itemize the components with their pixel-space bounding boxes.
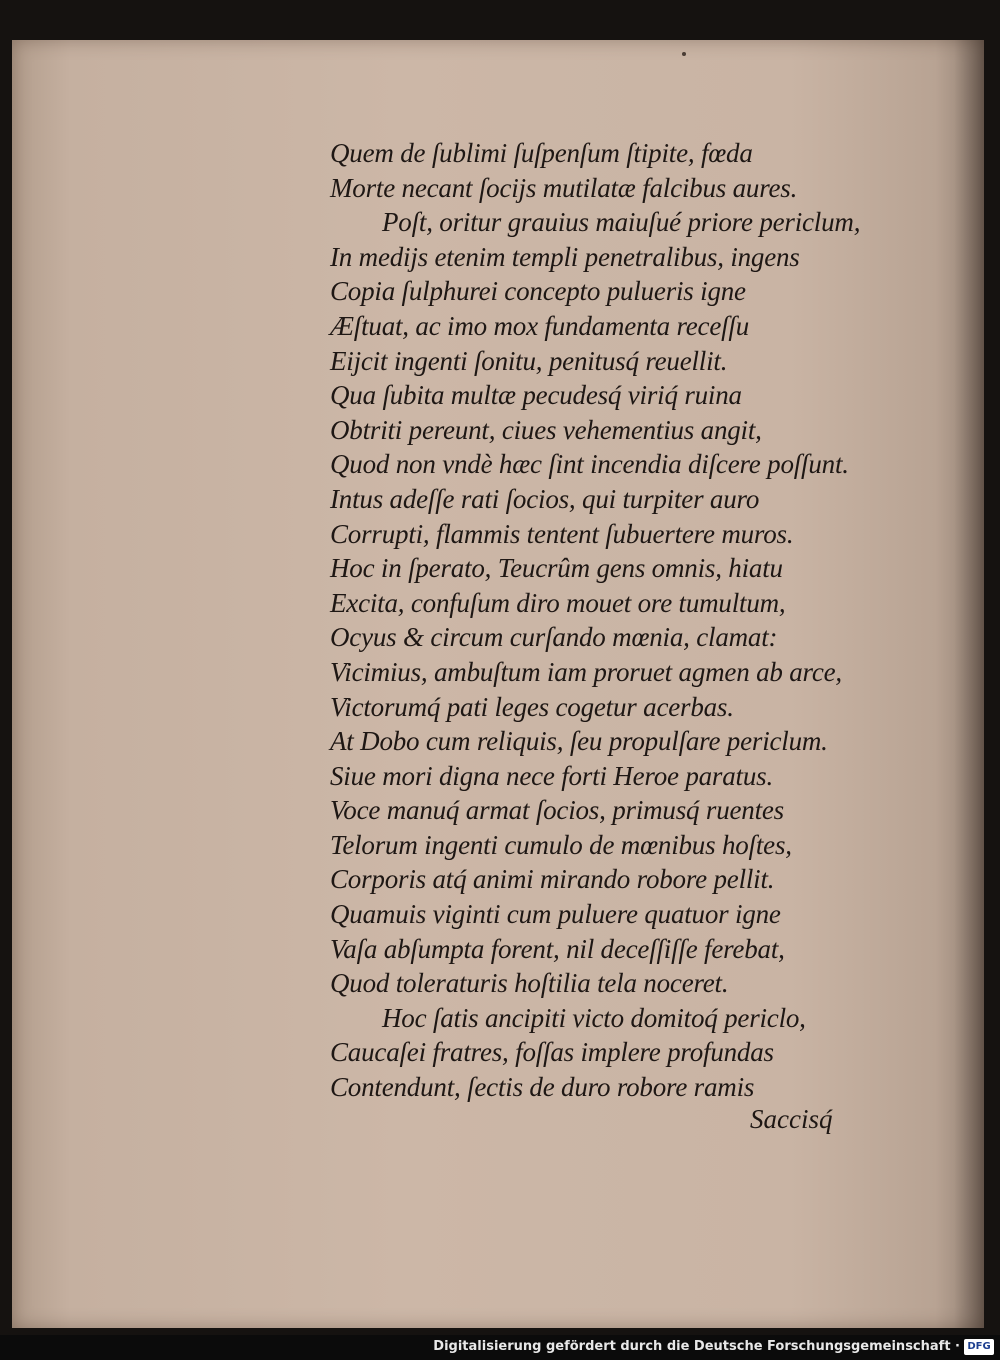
catchword: Saccisq́ xyxy=(750,1104,833,1134)
verse-line: Obtriti pereunt, ciues vehementius angit, xyxy=(330,414,762,445)
verse-text-block xyxy=(330,136,890,1105)
verse-line: Hoc in ſperato, Teucrûm gens omnis, hiatu xyxy=(330,553,783,584)
verse-line: Ocyus & circum curſando mœnia, clamat: xyxy=(330,622,778,653)
verse-line: Vicimius, ambuſtum iam proruet agmen ab arce, xyxy=(330,656,842,687)
verse-line: Victorumq́ pati leges cogetur acerbas. xyxy=(330,691,734,722)
verse-line: Corrupti, flammis tentent ſubuertere muros. xyxy=(330,518,794,549)
verse-line: Contendunt, ſectis de duro robore ramis xyxy=(330,1072,755,1103)
verse-line: Copia ſulphurei concepto pulueris igne xyxy=(330,276,746,307)
digitization-footer xyxy=(0,1335,1000,1360)
verse-line: Hoc ſatis ancipiti victo domitoq́ periclo, xyxy=(382,1002,806,1033)
verse-line: Eijcit ingenti ſonitu, penitusq́ reuellit. xyxy=(330,345,728,376)
verse-line: Quem de ſublimi ſuſpenſum ſtipite, fœda xyxy=(330,138,753,168)
verse-line: Telorum ingenti cumulo de mœnibus hoſtes, xyxy=(330,829,792,860)
footer-credit-text: Digitalisierung gefördert durch die Deutsche Forschungsgemeinschaft · xyxy=(433,1339,960,1354)
verse-line: Excita, confuſum diro mouet ore tumultum, xyxy=(330,587,786,618)
verse-line: Voce manuq́ armat ſocios, primusq́ ruentes xyxy=(330,795,784,826)
verse-line: Corporis atq́ animi mirando robore pellit. xyxy=(330,864,775,895)
verse-line: At Dobo cum reliquis, ſeu propulſare periclum. xyxy=(330,726,828,757)
verse-line: Morte necant ſocijs mutilatæ falcibus aures. xyxy=(330,172,798,203)
verse-line: Poſt, oritur grauius maiuſué priore periclum, xyxy=(382,207,861,238)
verse-line: Quod toleraturis hoſtilia tela noceret. xyxy=(330,968,729,999)
verse-line: Siue mori digna nece forti Heroe paratus. xyxy=(330,760,773,791)
page-gutter-shadow xyxy=(954,40,984,1328)
verse-line: Quod non vndè hæc ſint incendia diſcere poſſunt. xyxy=(330,449,849,480)
verse-line: Intus adeſſe rati ſocios, qui turpiter auro xyxy=(330,483,760,514)
verse-line: Qua ſubita multæ pecudesq́ viriq́ ruina xyxy=(330,380,742,411)
verse-line: Æſtuat, ac imo mox fundamenta receſſu xyxy=(330,310,750,341)
verse-line: Caucaſei fratres, foſſas implere profundas xyxy=(330,1037,774,1068)
verse-line: Quamuis viginti cum puluere quatuor igne xyxy=(330,899,781,930)
verse-line: In medijs etenim templi penetralibus, ingens xyxy=(330,241,800,272)
dfg-logo: DFG xyxy=(964,1339,994,1355)
verse-line: Vaſa abſumpta forent, nil deceſſiſſe ferebat, xyxy=(330,933,785,964)
ink-speck xyxy=(682,52,686,56)
